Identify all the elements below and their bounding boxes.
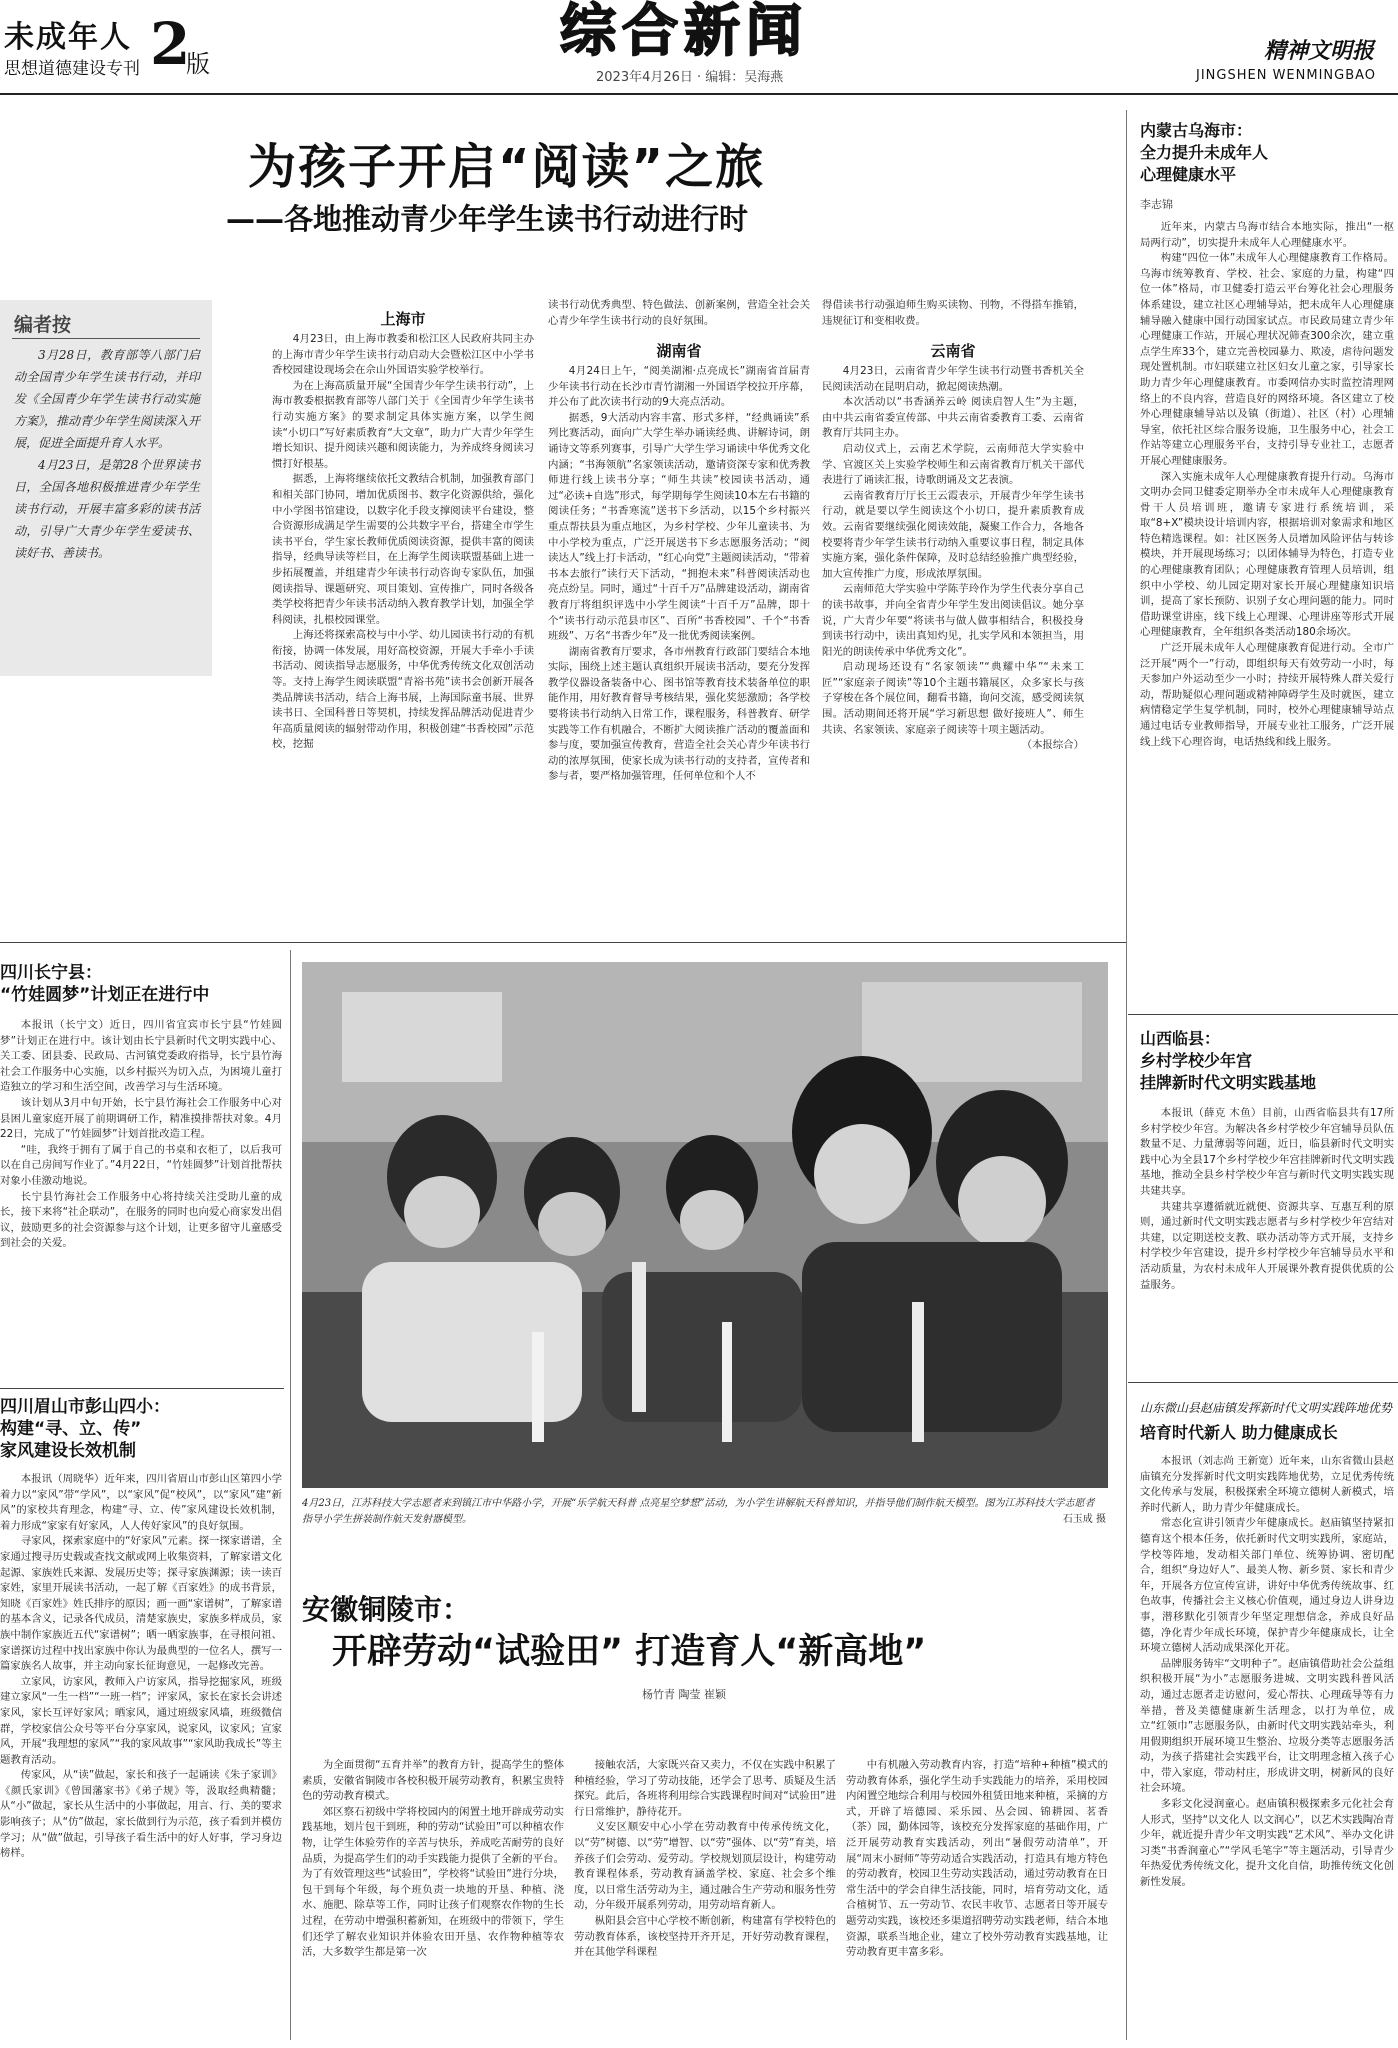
hunan-section (548, 298, 810, 930)
yunnan-paragraph: 4月23日，云南省青少年学生读书行动暨书香机关全民阅读活动在昆明启动，掀起阅读热潮。 (822, 365, 1084, 393)
section-rule (0, 1388, 284, 1389)
anhui-paragraph: 义安区顺安中心小学在劳动教育中传承传统文化，以“劳”树德、以“劳”增智、以“劳”强体、以“劳”育美，培养孩子们会劳动、爱劳动。学校规划顶层设计，构建劳动教育课程体系，劳动教育涵盖学校、家庭、社会多个维度，以日常生活劳动为主，通过融合生产劳动和服务性劳动，分年级开展系列劳动，用劳动培育新人。 (574, 1821, 836, 1912)
hunan-body (548, 364, 810, 928)
masthead (0, 0, 1398, 96)
neimeng-paragraph: 深入实施未成年人心理健康教育提升行动。乌海市文明办会同卫健委定期举办全市未成年人心理健康教育骨干人员培训班，邀请专家进行系统培训，采取“8+X”模块设计培训内容，根据培训对象需求和地区特色精选课程。如：社区医务人员增加风险评估与转诊模块，并开展现场练习；以团体辅导为特色，打造专业的心理健康教育团队；心理健康教育管理人员培训，组织中小学校、幼儿园定期对家长开展心理健康知识培训，提高了家长预防、识别子女心理问题的能力。同时借助课堂讲座，线下线上心理课、心理讲座等形式开展心理健康教育，全年组织各类活动180余场次。 (1140, 470, 1394, 639)
shanxi-paragraph: 共建共享遵循就近就便、资源共享、互惠互利的原则，通过新时代文明实践志愿者与乡村学校少年宫结对共建，以定期送校支教、联办活动等方式开展，支持乡村学校少年宫建设，提升乡村学校少年宫辅导员水平和活动质量，为农村未成年人开展课外教育提供优质的公益服务。 (1140, 1200, 1394, 1291)
shandong-title: 培育时代新人 助力健康成长 (1140, 1423, 1338, 1442)
photo-caption: 4月23日，江苏科技大学志愿者来到镇江市中华路小学，开展“乐学航天科普 点亮星空梦想”活动，为小学生讲解航天科普知识，并指导他们制作航天模型。图为江苏科技大学志愿者指导小学生拼装制作航天发射器模型。 (302, 1498, 1095, 1525)
column-rule (290, 950, 291, 2040)
anhui-title: 安徽铜陵市： (302, 1593, 471, 1626)
column-rule (1126, 110, 1127, 2040)
pengshan-paragraph: 本报讯（周晓华）近年来，四川省眉山市彭山区第四小学着力以“家风”带“学风”，以“家风”促“校风”，以“家风”建“新风”的家校共育理念，构建“寻、立、传”家风建设长效机制，着力形成“家家有好家风，人人传好家风”的良好氛围。 (0, 1473, 282, 1532)
shanxi-section (1140, 1028, 1394, 1408)
anhui-col2 (574, 1758, 836, 2042)
main-headline: 为孩子开启“阅读”之旅 (248, 139, 766, 195)
yunnan-paragraph: （本报综合） (1021, 739, 1084, 752)
neimeng-title: 内蒙古乌海市： (1140, 121, 1253, 140)
neimeng-byline: 李志锦 (1140, 198, 1173, 211)
neimeng-paragraph: 构建“四位一体”未成年人心理健康教育工作格局。乌海市统筹教育、学校、社会、家庭的力量，构建“四位一体”格局，市卫健委打造云平台筹化社会心理服务体系建设，建立社区心理辅导站，把未成年人心理健康辅导融入健康中国行动国家试点。市民政局建立青少年心理健康工作站，开展心理状况筛查300余次，建立重点学生库33个，建立完善校园暴力、欺凌，虐待问题发现处置机制。市妇联建立社区妇女儿童之家，引导家长助力青少年心理健康教育。市委网信办实时监控清理网络上的不良内容，营造良好的网络环境。各区建立了校外心理健康辅导站以及镇（街道）、社区（村）心理辅导室，依托社区综合服务设施，卫生服务中心，社会工作站等建立心理服务平台，支持引导专业社工，志愿者开展心理健康服务。 (1140, 252, 1394, 467)
yunnan-section (822, 298, 1084, 930)
neimeng-section (1140, 120, 1394, 980)
section-rule (1128, 1014, 1398, 1015)
pengshan-section (0, 1396, 282, 2044)
shanghai-paragraph: 为在上海高质量开展“全国青少年学生读书行动”，上海市教委根据教育部等八部门关于《全国青少年学生读书行动实施方案》的要求制定具体实施方案，以学生阅读“小切口”写好素质教育“大文章”，助力广大青少年学生增长知识、提升阅读兴趣和阅读能力，为养成终身阅读习惯打好根基。 (272, 379, 534, 470)
changning-paragraph: 长宁县竹海社会工作服务中心将持续关注受助儿童的成长，接下来将“社企联动”，在服务的同时也向爱心商家发出倡议，鼓励更多的社会资源参与这个计划，让更多留守儿童感受到社会的关爱。 (0, 1190, 282, 1250)
anhui-paragraph: 接触农活，大家既兴奋又卖力，不仅在实践中积累了种植经验，学习了劳动技能，还学会了思考、质疑及生活探究。此后，各班将利用综合实践课程时间对“试验田”进行日常维护，静待花开。 (574, 1759, 836, 1818)
banner-title: 综合新闻 (560, 0, 808, 64)
yunnan-paragraph: 本次活动以“书香涵养云岭 阅读启智人生”为主题，由中共云南省委宣传部、中共云南省委教育工委、云南省教育厅共同主办。 (822, 396, 1084, 440)
yunnan-head: 云南省 (930, 342, 976, 360)
shanxi-paragraph: 本报讯（薛克 木鱼）目前，山西省临县共有17所乡村学校少年宫。为解决各乡村学校少年宫辅导员队伍数量不足、力量薄弱等问题，近日，临县新时代文明实践中心为全县17个乡村学校少年宫挂牌新时代文明实践基地，推动全县乡村学校少年宫与新时代文明实践实现共建共享。 (1140, 1107, 1394, 1197)
pengshan-title: 家风建设长效机制 (0, 1441, 136, 1461)
editor-note-paragraph: 4月23日，是第28个世界读书日，全国各地积极推进青少年学生读书行动，开展丰富多彩的读书活动，引导广大青少年学生爱读书、读好书、善读书。 (14, 458, 200, 560)
anhui-paragraph: 中有机融入劳动教育内容，打造“培种+种植”模式的劳动教育体系，强化学生动手实践能力的培养，采用校园内闲置空地综合利用与校园外租赁田地来种植，采摘的方式，开辟了培德园、采乐园、丛会园、锦耕园、茗香（茶）园，勤体园等，该校充分发挥家庭的基础作用，广泛开展劳动教育实践活动，列出“暑假劳动清单”，开展“周末小厨师”等劳动适合实践活动，打造具有地方特色的劳动教育，校园卫生劳动实践活动，通过劳动教育在日常生活中的学会自律生活技能，同时，培育劳动文化，适合植树节、五一劳动节、农民丰收节、志愿者日等开展专题劳动实践，该校还多渠道招聘劳动实践老师，结合本地资源，联系当地企业，建立了校外劳动教育实践基地，让劳动教育更丰富多彩。 (846, 1759, 1108, 1959)
yunnan-paragraph: 启动仪式上，云南艺术学院，云南师范大学实验中学、官渡区关上实验学校师生和云南省教育厅机关干部代表进行了诵读汇报，诗歌朗诵及文艺表演。 (822, 442, 1084, 487)
photo-credit: 石玉成 摄 (1034, 1512, 1106, 1528)
news-photo (302, 962, 1108, 1488)
yunnan-paragraph: 云南省教育厅厅长王云霞表示，开展青少年学生读书行动，就是要以学生阅读这个小切口，提升素质教育成效。云南省要继续强化阅读效能，凝聚工作合力，各地各校要将青少年学生读书行动纳入重要议事日程，制定具体实施方案，强化条件保障，及时总结经验推广典型经验，加大宣传推广力度，形成浓厚氛围。 (822, 489, 1084, 580)
shanghai-head: 上海市 (380, 310, 426, 328)
anhui-paragraph: 郊区察石初级中学将校园内的闲置土地开辟成劳动实践基地，划片包干到班，种的劳动“试验田”可以种植农作物，让学生体验劳作的辛苦与快乐，养成吃苦耐劳的良好品质，为提高学生们的动手实践能力提供了全新的平台。为了有效管理这些“试验田”，学校将“试验田”进行分块，包干到每个年级，每个班负责一块地的开垦、种植、浇水、施肥、除草等工作，同时让孩子们观察农作物的生长过程，在劳动中增强积蓄新知，在班级中的带领下，学生们还学了解农业知识并体验农田开垦、农作物种植等农活，大多数学生都是第一次 (302, 1805, 564, 1959)
editor-note-body (14, 344, 200, 564)
pengshan-paragraph: 寻家风，探索家庭中的“好家风”元素。探一探家谱谱，全家通过搜寻历史载或查找文献或网上收集资料，了解家谱文化起源、家族姓氏来源、发展历史等；探寻家族渊源；读一读百家姓，家里开展读书活动，一起了解《百家姓》的成书背景，知晓《百家姓》姓氏排序的原因；画一画“家谱树”，了解家谱的基本含义，记录各代成员，清楚家族史，家族多样成员，家族中制作家族近五代“家谱树”；晒一晒家族事，在寻根问祖、家谱探访过程中找出家族中你认为最典型的一位名人，撰写一篇家族名人故事，并主动向家长征询意见，一起修改完善。 (0, 1535, 282, 1673)
changning-section (0, 962, 282, 1402)
shanghai-paragraph: 4月23日，由上海市教委和松江区人民政府共同主办的上海市青少年学生读书行动启动大会暨松江区中小学书香校园建设现场会在佘山外国语实验学校举行。 (272, 333, 534, 377)
shandong-kicker: 山东微山县赵庙镇发挥新时代文明实践阵地优势 (1140, 1401, 1393, 1415)
editor-note (0, 300, 212, 676)
changning-paragraph: 本报讯（长宁文）近日，四川省宜宾市长宁县“竹娃圆梦”计划正在进行中。该计划由长宁县新时代文明实践中心、关工委、团县委、民政局、古河镇党委政府指导，长宁县竹海社会工作服务中心实施，以乡村振兴为切入点，为困境儿童打造独立的学习和生活空间，改善学习与生活环境。 (0, 1019, 282, 1094)
shanghai-section (272, 308, 534, 930)
hunan-paragraph: 据悉，9大活动内容丰富、形式多样，“经典诵读”系列比赛活动，面向广大学生举办诵读经典、讲解诗词，朗诵诗文等系列赛事，引导广大学生学习诵读中华优秀文化内涵；“书海领航”名家领读活动，邀请资深专家和优秀教师进行线上读书分享；“师生共读”校园读书活动，通过“必读+自选”形式，每学期每学生阅读10本左右书籍的阅读任务；“书香寒流”送书下乡活动，以15个乡村振兴重点帮扶县为重点地区，为乡村学校、少年儿童读书、为中小学校为重点，广泛开展送书下乡志愿服务活动；“阅读达人”线上打卡活动，“红心向党”主题阅读活动，“带着书本去旅行”读行天下活动，“拥抱未来”科普阅读活动也亮点纷呈。同时，通过“十百千万”品牌建设活动，湖南省教育厅将组织评选中小学生阅读“十百千万”品牌，即十个“读书行动示范县市区”、百所“书香校园”、千个“书香班级”、万名“书香少年”及一批优秀阅读案例。 (548, 411, 810, 643)
pengshan-title: 四川眉山市彭山四小： (0, 1397, 170, 1417)
shanghai-paragraph: 据悉，上海将继续依托文教结合机制，加强教育部门和相关部门协同，增加优质图书、数字化资源供给，强化中小学图书馆建设，以数字化手段支撑阅读平台建设，整合资源形成满足学生需要的公共数字平台，搭建全市学生读书平台，学生家长教师优质阅读资源，提供丰富的阅读指导，经典导读等栏目，在上海学生阅读联盟基础上进一步拓展覆盖，并组建青少年读书行动咨询专家队伍，加强阅读指导、课题研究、项目策划、宣传推广，同时各级各类学校将把青少年读书活动纳入教育教学计划，加强全学科阅读，扎根校园课堂。 (272, 473, 534, 626)
pengshan-paragraph: 立家风，访家风，教师入户访家风，指导挖掘家风，班级建立家风“一生一档”“一班一档”；评家风，家长在家长会讲述家风，家长互评好家风；晒家风，通过班级家风墙，班级微信群，学校家信公众号等平台分享家风，说家风，议家风；宣家风，开展“我理想的家风”“我的家风故事”“家风助我成长”等主题教育活动。 (0, 1675, 282, 1766)
shanxi-title: 山西临县： (1140, 1029, 1221, 1048)
editor-note-label: 编者按 (14, 314, 72, 336)
page-suffix: 版 (186, 50, 210, 78)
shanghai-body (272, 332, 534, 928)
shandong-section (1140, 1398, 1394, 2044)
hunan-paragraph: 4月24日上午，“阅美湖湘·点亮成长”湖南省首届青少年读书行动在长沙市青竹湖湘一外国语学校拉开序幕，并公布了此次读书行动的9大亮点活动。 (548, 365, 810, 409)
neimeng-paragraph: 近年来，内蒙古乌海市结合本地实际，推出“一枢局两行动”，切实提升未成年人心理健康水平。 (1140, 221, 1394, 249)
anhui-paragraph: 枞阳县会宫中心学校不断创新，构建富有学校特色的劳动教育体系，该校坚持开齐开足，开好劳动教育课程，并在其他学科课程 (574, 1914, 836, 1959)
anhui-col3 (846, 1758, 1108, 2042)
date-editor: 2023年4月26日 · 编辑：吴海燕 (596, 70, 784, 85)
pengshan-body (0, 1472, 282, 2042)
photo-illustration (302, 962, 1108, 1488)
anhui-titles (302, 1592, 1108, 1722)
section-subtitle: 思想道德建设专刊 (4, 59, 140, 79)
section-rule (0, 942, 1126, 943)
masthead-rule (0, 93, 1398, 95)
paper-pinyin: JINGSHEN WENMINGBAO (1196, 68, 1377, 83)
neimeng-body (1140, 220, 1394, 956)
shandong-body (1140, 1454, 1394, 2022)
anhui-col1 (302, 1758, 564, 2042)
main-subheadline: ——各地推动青少年学生读书行动进行时 (226, 202, 749, 236)
page-number: 2 (150, 10, 191, 78)
shandong-paragraph: 常态化宣讲引领青少年健康成长。赵庙镇坚持紧扣德育这个根本任务，依托新时代文明实践所，家庭站，学校等阵地，发动相关部门单位、统筹协调、密切配合，组织“身边好人”、最美人物、新乡贤、家长和青少年，开展各方位宣传宣讲，讲好中华优秀传统故事、红色故事，传播社会主义核心价值观，通过身边人讲身边事，潜移默化引领青少年坚定理想信念，养成良好品德，净化青少年成长环境，保护青少年健康成长，让全环境立德树人活动成果深化开花。 (1140, 1517, 1394, 1655)
anhui-byline: 杨竹青 陶莹 崔颖 (642, 1688, 726, 1701)
hunan-paragraph: 湖南省教育厅要求，各市州教育行政部门要结合本地实际，围绕上述主题认真组织开展读书活动，要充分发挥教学仪器设备装备中心、图书馆等教育技术装备单位的职能作用，用好教育督导考核结果，强化奖惩激励；各学校要将读书行动纳入日常工作，课程服务，科普教育、研学实践等工作有机融合，不断扩大阅读推广活动的覆盖面和参与度，要加强宣传教育，营造全社会关心青少年读书行动的浓厚氛围，使家长成为读书行动的支持者，宣传者和参与者，要严格加强管理，任何单位和个人不 (548, 645, 810, 783)
changning-paragraph: “哇，我终于拥有了属于自己的书桌和衣柜了，以后我可以在自己房间写作业了。”4月22日，“竹娃圆梦”计划首批帮扶对象小佳激动地说。 (0, 1143, 282, 1187)
shandong-paragraph: 本报讯（刘志尚 王新宽）近年来，山东省微山县赵庙镇充分发挥新时代文明实践阵地优势，立足优秀传统文化传承与发展，积极探索全环境立德树人新模式，培养时代新人，助力青少年健康成长。 (1140, 1455, 1394, 1514)
shandong-paragraph: 品牌服务铸牢“文明种子”。赵庙镇借助社会公益组织积极开展“为小”志愿服务进城、文明实践科普风活动，通过志愿者走访慰问，爱心帮扶、心理疏导等有力举措，普及美德健康新生活理念，以打为单位，成立“红领巾”志愿服务队，由新时代文明实践站牵头，利用假期组织开展环境卫生整治、垃圾分类等志愿服务活动，为孩子搭建社会实践平台，让文明理念植入孩子心中，带入家庭，带动村庄，形成讲文明，树新风的良好社会环境。 (1140, 1657, 1394, 1795)
neimeng-paragraph: 广泛开展未成年人心理健康教育促进行动。全市广泛开展“两个一”行动，即组织每天有效劳动一小时，每天参加户外运动至少一小时；持续开展特殊人群关爱行动，帮助疑似心理问题或精神障碍学生及时就医，建立病情稳定学生复学机制，同时，校外心理健康辅导站点通过电话专业教师指导，开展专业社工服务，广泛开展线上线下心理咨询，电话热线和线上服务。 (1140, 642, 1394, 748)
yunnan-body (822, 364, 1084, 928)
yunnan-lead: 得借读书行动强迫师生购买读物、刊物，不得搭车推销，违规征订和变相收费。 (822, 299, 1084, 327)
yunnan-paragraph: 云南师范大学实验中学陈芋玲作为学生代表分享自己的读书故事，并向全省青少年学生发出阅读倡议。她分享说，广大青少年要“将读书与做人做事相结合，积极投身到读书行动中，读出真知灼见，扎实学风和本领担当，用阳光的朗读传承中华优秀文化”。 (822, 583, 1084, 658)
shanxi-title: 挂牌新时代文明实践基地 (1140, 1073, 1317, 1092)
changning-body (0, 1018, 282, 1398)
editor-note-rule (12, 338, 200, 339)
pengshan-paragraph: 传家风，从“读”做起，家长和孩子一起诵读《朱子家训》《颜氏家训》《曾国藩家书》《弟子规》等，汲取经典精髓；从“小”做起，家长从生活中的小事做起，用言、行、美的要求影响孩子；从“仿”做起，家长做到行为示范，孩子看到并模仿学习；从“做”做起，引导孩子看生活中的好人好事，学习身边榜样。 (0, 1769, 282, 1860)
shanghai-paragraph: 上海还将探索高校与中小学、幼儿园读书行动的有机衔接，协调一体发展，用好高校资源，开展大手牵小手读书活动、阅读指导志愿服务，中华优秀传统文化双创活动等。支持上海学生阅读联盟“青裕书苑”读书会创新开展各类品牌读书活动，结合上海书展，上海国际童书展、世界读书日、全国科普日等契机，持续发挥品牌活动促进青少年高质量阅读的辐射带动作用，积极创建“书香校园”示范校，挖掘 (272, 629, 534, 751)
paper-name: 精神文明报 (1264, 38, 1375, 64)
neimeng-title: 心理健康水平 (1140, 165, 1237, 184)
hunan-head: 湖南省 (656, 342, 702, 360)
anhui-title: 开辟劳动“试验田” 打造育人“新高地” (332, 1632, 927, 1672)
changning-paragraph: 该计划从3月中旬开始，长宁县竹海社会工作服务中心对县困儿童家庭开展了前期调研工作，精准摸排帮扶对象。4月22日，完成了“竹娃圆梦”计划首批改造工程。 (0, 1096, 282, 1141)
yunnan-paragraph: 启动现场还设有“名家领读”“典耀中华”“未来工匠”“家庭亲子阅读”等10个主题书籍展区，众多家长与孩子穿梭在各个展位间，翻看书籍，询问交流，感受阅读氛围。活动期间还将开展“学习新思想 做好接班人”、师生共读、名家领读、家庭亲子阅读等十项主题活动。 (822, 661, 1084, 736)
section-title: 未成年人 (4, 20, 132, 55)
shandong-paragraph: 多彩文化浸润童心。赵庙镇积极探索多元化社会育人形式，坚持“以文化人 以文润心”，以艺术实践陶冶青少年，就近提升青少年文明实践“艺术风”、举办文化讲习类“书香润童心”“学风毛笔字”等主题活动，引导青少年热爱优秀传统文化，提升文化自信，助推传统文化创新性发展。 (1140, 1798, 1394, 1889)
anhui-paragraph: 为全面贯彻“五育并举”的教育方针，提高学生的整体素质，安徽省铜陵市各校积极开展劳动教育，积累宝贵特色的劳动教育模式。 (302, 1759, 564, 1803)
hunan-lead: 读书行动优秀典型、特色做法、创新案例，营造全社会关心青少年学生读书行动的良好氛围。 (548, 299, 810, 327)
shanxi-title: 乡村学校少年宫 (1140, 1051, 1253, 1070)
editor-note-paragraph: 3月28日，教育部等八部门启动全国青少年学生读书行动，并印发《全国青少年学生读书行动实施方案》，推动青少年学生阅读深入开展，促进全面提升育人水平。 (14, 348, 201, 450)
shanxi-body (1140, 1106, 1394, 1406)
changning-title: 四川长宁县： (0, 963, 102, 983)
changning-title: “竹娃圆梦”计划正在进行中 (0, 985, 210, 1005)
pengshan-title: 构建“寻、立、传” (0, 1419, 142, 1439)
neimeng-title: 全力提升未成年人 (1140, 143, 1269, 162)
section-rule (1128, 1382, 1398, 1383)
